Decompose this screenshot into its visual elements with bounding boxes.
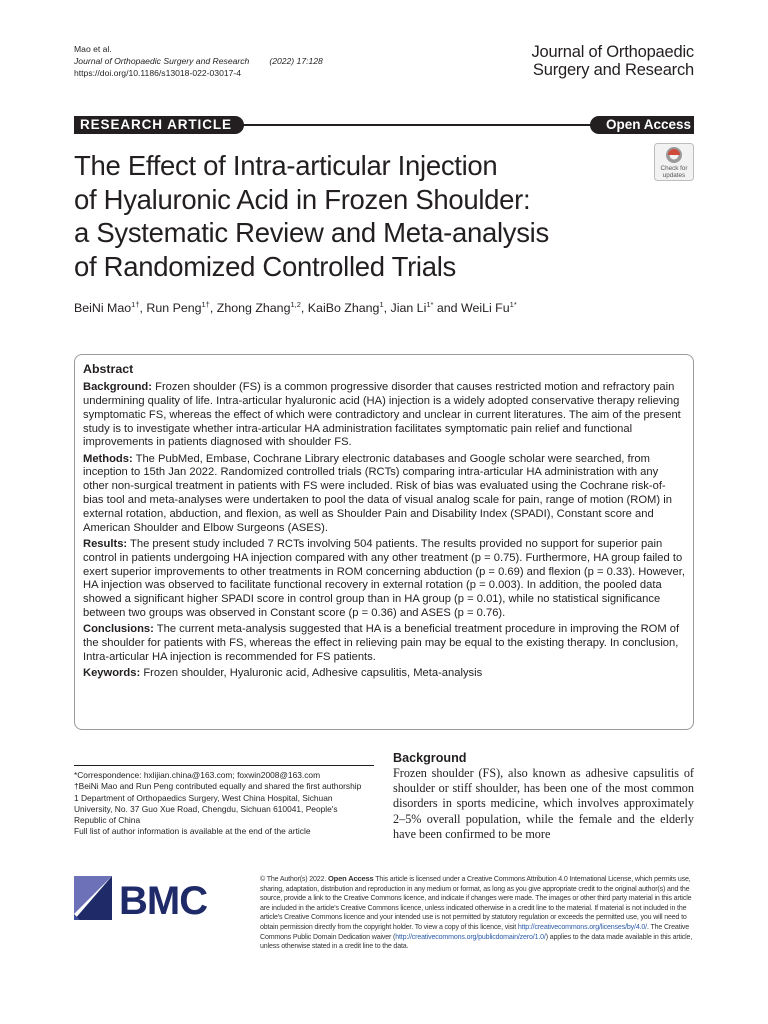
bmc-logo [74,876,214,920]
crossmark-line1: Check for [660,165,688,172]
author-affiliation: 1† [201,300,210,309]
article-type-bar [74,116,694,134]
equal-contribution-note: †BeiNi Mao and Run Peng contributed equally and shared the first authorship [74,781,362,792]
footnotes [74,765,364,838]
header-doi[interactable]: https://doi.org/10.1186/s13018-022-03017-4 [74,68,242,78]
license-statement: © The Author(s) 2022. Open Access This article is licensed under a Creative Commons Attribution 4.0 International License, which permits use, sharing, adaptation, distribution and reproduction in any medium or format, as long as you give appropriate credit to the original author(s) and the source, provide a link to the Creative Commons licence, and indicate if changes were made. The images or other third party material in this article are included in the article's Creative Commons licence, unless indicated otherwise in a credit line to the material. If material is not included in the article's Creative Commons licence and your intended use is not permitted by statutory regulation or exceeds the permitted use, you will need to obtain permission directly from the copyright holder. To view a copy of this licence, visit http://creativecommons.org/licenses/by/4.0/. The Creative Commons Public Domain Dedication waiver (http://creativecommons.org/publicdomain/zero/1.0/) applies to the data made available in this article, unless otherwise stated in a credit line to the data. [260,874,693,951]
author-name[interactable]: Jian Li [390,301,427,315]
author-name[interactable]: WeiLi Fu [460,301,510,315]
abstract-methods: Methods: The PubMed, Embase, Cochrane Library electronic databases and Google scholar were searched, from inception to 15th Jan 2022. Randomized controlled trials (RCTs) comparing intra-articular HA administration with any other non-surgical treatment in patients with FS were included. Risk of bias was evaluated using the Cochrane risk-of-bias tool and meta-analyses were undertaken to pool the data of visual analog scale for pain, range of motion (ROM) in external rotation, abduction, and flexion, as well as Shoulder Pain and Disability Index (SPADI), Constant score and American Shoulder and Elbow Surgeons (ASES). [83,452,672,534]
header-volume: (2022) 17:128 [269,56,323,66]
abstract-background: Background: Frozen shoulder (FS) is a common progressive disorder that causes restricted motion and refractory pain undermining quality of life. Intra-articular hyaluronic acid (HA) injection is a widely adopted conservative therapy relieving symptomatic FS, whereas the effect of which were contradictory and unclear in current literatures. The aim of the present study is to investigate whether intra-articular HA administration facilitates symptomatic pain relief and functional improvements in patients diagnosed with shoulder FS. [83,381,681,449]
abstract-results: Results: The present study included 7 RCTs involving 504 patients. The results provided no support for superior pain control in patients undergoing HA injection compared with any other treatment (p = 0.75). Furthermore, HA group failed to exert superior improvements to other treatments in ROM concerning abduction (p = 0.69) and flexion (p = 0.33). However, HA injection was observed to facilitate functional recovery in external rotation (p = 0.003). In addition, the pooled data showed a significant higher SPADI score in control group than in HA group (p = 0.01), while no statistical significance between two groups was observed in Constant score (p = 0.36) and ASES (p = 0.76). [83,537,685,620]
title-line-4: of Randomized Controlled Trials [74,250,456,282]
header-journal: Journal of Orthopaedic Surgery and Research [74,56,250,66]
author-name[interactable]: KaiBo Zhang [307,301,380,315]
journal-name-line1: Journal of Orthopaedic [531,43,694,61]
affiliation-note: 1 Department of Orthopaedics Surgery, West China Hospital, Sichuan University, No. 37 Guo Xue Road, Chengdu, Sichuan 610041, People's Republic of China [74,792,338,826]
author-name[interactable]: Zhong Zhang [216,301,291,315]
bmc-logo-mark [74,876,214,920]
section-heading-background: Background [393,751,467,765]
crossmark-icon [654,143,694,181]
open-access-label: Open Access [590,116,694,134]
footnote-rule [74,765,374,766]
header-authors: Mao et al. [74,44,112,54]
author-list: BeiNi Mao$^{1\dagger}$, Run Peng$^{1\dagger}$, Zhong Zhang$^{1,2}$, KaiBo Zhang$^1$, Jian $Li^{1*}$ and WeiLi $Fu^{1*}$ [74,300,517,315]
abstract-heading: Abstract [83,362,134,376]
background-paragraph: Frozen shoulder (FS), also known as adhesive capsulitis of shoulder or stiff shoulder, has been one of the most common disorders in sports medicine, which involves approximately 2–5% overall population, while the female and the elderly have been confirmed to be more [393,766,694,841]
article-title [74,149,634,283]
author-name[interactable]: Run Peng [146,301,202,315]
author-info-note: Full list of author information is available at the end of the article [74,826,311,837]
cc-zero-link[interactable]: http://creativecommons.org/publicdomain/zero/1.0/ [395,933,546,941]
author-affiliation: 1* [426,300,434,309]
author-affiliation: 1,2 [290,300,301,309]
abstract-conclusions: Conclusions: The current meta-analysis suggested that HA is a beneficial treatment procedure in improving the ROM of the shoulder for patients with FS, whereas the effect in relieving pain may be equal to the existing therapy. In conclusion, Intra-articular HA injection is recommended for FS patients. [83,623,680,663]
correspondence-note: *Correspondence: hxlijian.china@163.com; foxwin2008@163.com [74,770,321,780]
crossmark-line2: updates [662,172,686,179]
author-affiliation: 1* [509,300,517,309]
title-line-2: of Hyaluronic Acid in Frozen Shoulder: [74,183,531,215]
author-affiliation: 1† [131,300,140,309]
abstract-keywords: Keywords: Frozen shoulder, Hyaluronic acid, Adhesive capsulitis, Meta-analysis [83,667,483,680]
check-for-updates-badge[interactable] [654,143,694,181]
journal-logo-text [531,43,694,79]
bmc-logo-text: BMC [119,879,208,920]
article-type-label: RESEARCH ARTICLE [74,116,244,134]
author-name[interactable]: BeiNi Mao [74,301,132,315]
author-affiliation: 1 [379,300,384,309]
cc-by-link[interactable]: http://creativecommons.org/licenses/by/4.0/ [517,923,647,931]
bar-divider [234,124,594,126]
title-line-3: a Systematic Review and Meta-analysis [74,217,549,248]
title-line-1: The Effect of Intra-articular Injection [74,150,498,181]
running-header [74,43,323,79]
abstract-box [74,354,694,730]
journal-name-line2: Surgery and Research [532,61,694,79]
